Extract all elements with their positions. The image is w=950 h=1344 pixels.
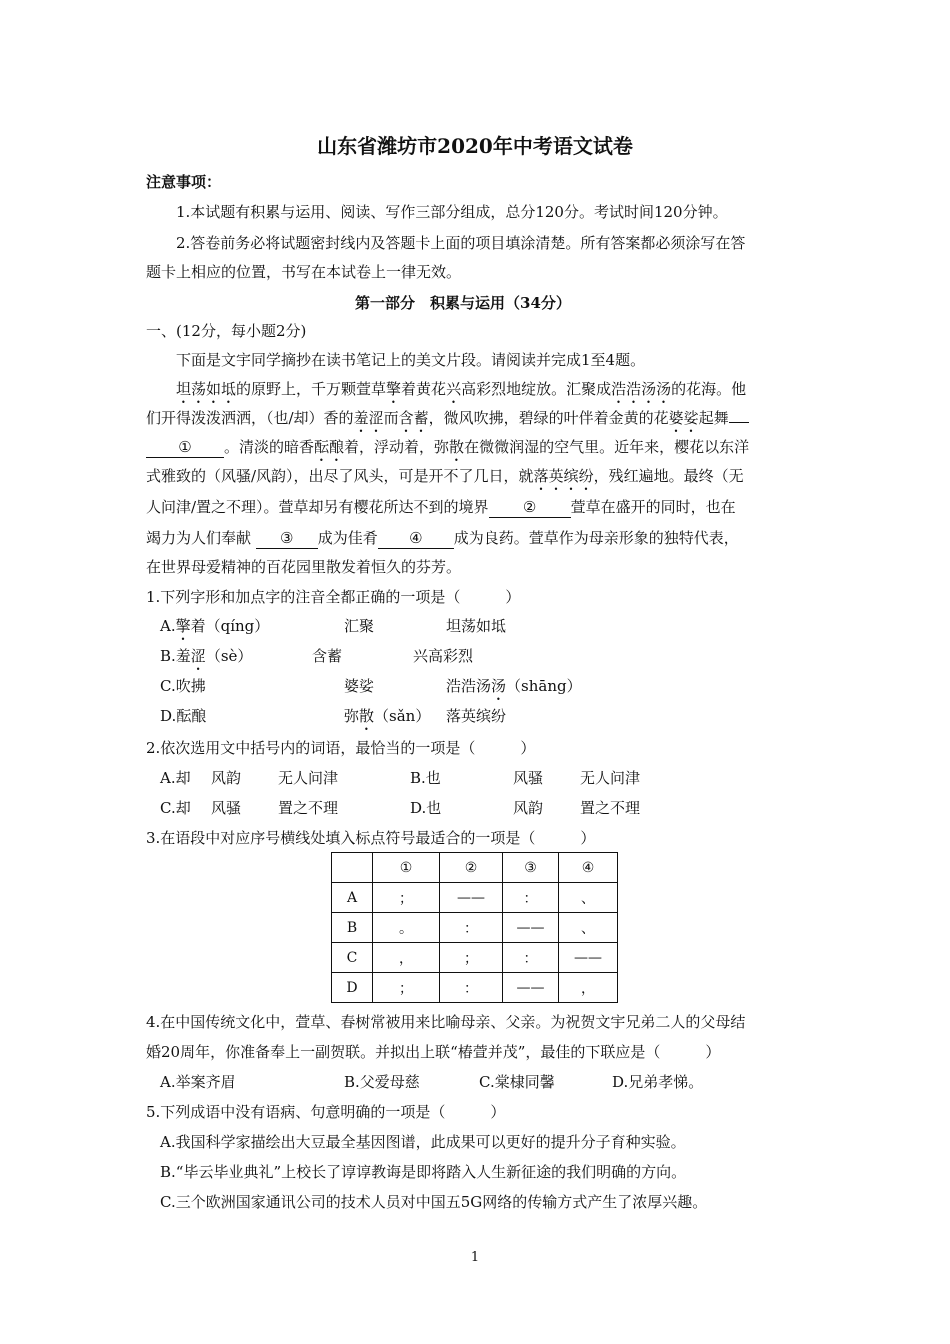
q1-option-b-1: B.羞涩（sè） xyxy=(160,647,253,665)
passage-line-1: 坦荡如坻的原野上，千万颗萱草擎着黄花兴高彩烈地绽放。汇聚成浩浩汤汤的花海。他 xyxy=(176,380,747,398)
q2-option-c-1: C.却 xyxy=(160,799,191,817)
passage-intro: 下面是文宇同学摘抄在读书笔记上的美文片段。请阅读并完成1至4题。 xyxy=(176,351,646,369)
table-cell: C xyxy=(332,943,373,973)
q1-option-b-2: 含蓄 xyxy=(312,647,343,665)
table-header-cell: ① xyxy=(373,853,440,883)
question-4-line-1: 4.在中国传统文化中，萱草、春树常被用来比喻母亲、父亲。为祝贺文宇兄弟二人的父母结 xyxy=(146,1013,746,1031)
q2-option-a-2: 风韵 xyxy=(211,769,242,787)
q2-option-a-3: 无人问津 xyxy=(278,769,339,787)
q5-option-b: B.“毕云毕业典礼”上校长了谆谆教诲是即将踏入人生新征途的我们明确的方向。 xyxy=(160,1163,687,1181)
blank-3: ③ xyxy=(256,528,318,549)
passage-line-4: 式雅致的（风骚/风韵），出尽了风头，可是开不了几日，就落英缤纷，残红遍地。最终（无 xyxy=(146,467,744,485)
blank-4: ④ xyxy=(378,528,454,549)
q2-option-b-2: 风骚 xyxy=(513,769,544,787)
table-cell: ， xyxy=(373,943,440,973)
q2-option-d-1: D.也 xyxy=(410,799,442,817)
part-one-heading: 一、(12分，每小题2分) xyxy=(146,322,307,340)
blank-1: ① xyxy=(146,437,224,458)
q1-option-a-2: 汇聚 xyxy=(344,617,375,635)
passage-line-6: 竭力为人们奉献 ③ 成为佳肴 ④ 成为良药。萱草作为母亲形象的独特代表， xyxy=(146,529,739,547)
notice-item-1: 1.本试题有积累与运用、阅读、写作三部分组成，总分120分。考试时间120分钟。 xyxy=(176,203,728,221)
table-header-cell: ④ xyxy=(559,853,618,883)
q1-option-a-3: 坦荡如坻 xyxy=(446,617,507,635)
page-title: 山东省潍坊市2020年中考语文试卷 xyxy=(317,134,633,158)
passage-line-2: 们开得泼泼洒洒，（也/却）香的羞涩而含蓄，微风吹拂，碧绿的叶伴着金黄的花婆娑起舞 xyxy=(146,408,749,436)
question-3-stem: 3.在语段中对应序号横线处填入标点符号最适合的一项是（ ） xyxy=(146,829,596,847)
q4-option-a: A.举案齐眉 xyxy=(160,1073,236,1091)
table-header-cell: ② xyxy=(440,853,503,883)
q1-option-c-1: C.吹拂 xyxy=(160,677,206,695)
section-heading: 第一部分 积累与运用（34分） xyxy=(355,294,571,312)
q4-option-d: D.兄弟孝悌。 xyxy=(612,1073,704,1091)
passage-line-7: 在世界母爱精神的百花园里散发着恒久的芬芳。 xyxy=(146,558,462,576)
table-cell: —— xyxy=(440,883,503,913)
question-5-stem: 5.下列成语中没有语病、句意明确的一项是（ ） xyxy=(146,1103,506,1121)
table-row xyxy=(332,973,618,1003)
q1-option-a-1: A.擎着（qíng） xyxy=(160,617,270,635)
punctuation-table xyxy=(331,852,618,1003)
table-cell: —— xyxy=(559,943,618,973)
blank-2: ② xyxy=(489,497,571,518)
table-cell: ； xyxy=(373,883,440,913)
question-2-stem: 2.依次选用文中括号内的词语，最恰当的一项是（ ） xyxy=(146,739,536,757)
table-cell: ： xyxy=(440,973,503,1003)
q1-option-d-2: 弥散（sǎn） xyxy=(344,707,431,725)
q2-option-a-1: A.却 xyxy=(160,769,191,787)
table-row xyxy=(332,913,618,943)
table-cell: —— xyxy=(503,973,559,1003)
table-cell: ； xyxy=(440,943,503,973)
table-cell: A xyxy=(332,883,373,913)
table-row xyxy=(332,883,618,913)
table-header-cell: ③ xyxy=(503,853,559,883)
table-cell: D xyxy=(332,973,373,1003)
table-cell: —— xyxy=(503,913,559,943)
table-cell: 。 xyxy=(373,913,440,943)
q2-option-b-1: B.也 xyxy=(410,769,441,787)
notice-item-2-line-1: 2.答卷前务必将试题密封线内及答题卡上面的项目填涂清楚。所有答案都必须涂写在答 xyxy=(176,234,746,252)
table-cell: ： xyxy=(503,883,559,913)
q2-option-d-2: 风韵 xyxy=(513,799,544,817)
q1-option-b-3: 兴高彩烈 xyxy=(413,647,474,665)
table-cell: ； xyxy=(373,973,440,1003)
q4-option-c: C.棠棣同馨 xyxy=(479,1073,555,1091)
table-cell: 、 xyxy=(559,883,618,913)
q2-option-b-3: 无人问津 xyxy=(580,769,641,787)
q2-option-c-2: 风骚 xyxy=(211,799,242,817)
q2-option-c-3: 置之不理 xyxy=(278,799,339,817)
notice-item-2-line-2: 题卡上相应的位置，书写在本试卷上一律无效。 xyxy=(146,263,462,281)
table-row xyxy=(332,943,618,973)
passage-line-3: ① 。清淡的暗香酝酿着，浮动着，弥散在微微润湿的空气里。近年来，樱花以东洋 xyxy=(146,437,749,465)
question-4-line-2: 婚20周年，你准备奉上一副贺联。并拟出上联“椿萱并茂”，最佳的下联应是（ ） xyxy=(146,1043,721,1061)
q1-option-c-3: 浩浩汤汤（shāng） xyxy=(446,677,582,695)
passage-line-5: 人问津/置之不理）。萱草却另有樱花所达不到的境界 ② 萱草在盛开的同时，也在 xyxy=(146,498,736,516)
q4-option-b: B.父爱母慈 xyxy=(344,1073,420,1091)
q1-option-d-3: 落英缤纷 xyxy=(446,707,507,725)
table-cell: ， xyxy=(559,973,618,1003)
q1-option-d-1: D.酝酿 xyxy=(160,707,207,725)
q5-option-a: A.我国科学家描绘出大豆最全基因图谱，此成果可以更好的提升分子育种实验。 xyxy=(160,1133,686,1151)
table-header-row xyxy=(332,853,618,883)
table-cell: ： xyxy=(503,943,559,973)
table-cell: 、 xyxy=(559,913,618,943)
page-number: 1 xyxy=(470,1250,480,1265)
question-1-stem: 1.下列字形和加点字的注音全都正确的一项是（ ） xyxy=(146,588,521,606)
table-header-cell xyxy=(332,853,373,883)
notice-heading: 注意事项： xyxy=(146,173,222,191)
table-cell: ： xyxy=(440,913,503,943)
q2-option-d-3: 置之不理 xyxy=(580,799,641,817)
q5-option-c: C.三个欧洲国家通讯公司的技术人员对中国五5G网络的传输方式产生了浓厚兴趣。 xyxy=(160,1193,708,1211)
q1-option-c-2: 婆娑 xyxy=(344,677,375,695)
table-cell: B xyxy=(332,913,373,943)
